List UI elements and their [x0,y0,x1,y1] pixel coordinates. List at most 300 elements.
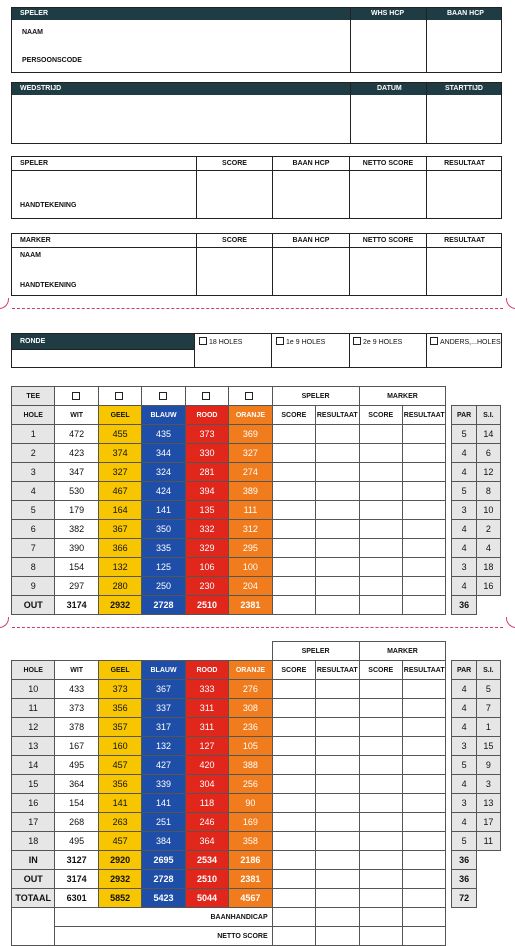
hole-number: 7 [12,539,55,558]
si-value: 4 [476,539,500,558]
speler-score-cell[interactable] [272,813,315,832]
marker-resultaat-cell[interactable] [402,482,445,501]
speler-score-cell[interactable] [272,482,315,501]
netto-marker-resultaat[interactable] [402,927,445,946]
oranje-distance: 204 [229,577,272,596]
rood-distance: 230 [185,577,228,596]
baanhandicap-label: BAANHANDICAP [55,908,272,927]
blauw-distance: 344 [142,444,185,463]
totaal-speler-resultaat[interactable] [316,889,359,908]
tee-geel-checkbox[interactable] [98,387,141,406]
speler-signature-block [11,156,502,219]
totaal-blauw: 5423 [142,889,185,908]
marker-score-cell[interactable] [359,577,402,596]
marker-resultaat-cell[interactable] [402,501,445,520]
marker-resultaat-cell[interactable] [402,832,445,851]
baanhandicap-marker-score[interactable] [359,908,402,927]
marker-resultaat-cell[interactable] [402,680,445,699]
hole-row [12,520,501,539]
speler-score-cell[interactable] [272,718,315,737]
speler-resultaat-header: RESULTAAT [316,406,359,425]
netto-score-row [12,927,501,946]
speler-handtekening-label: HANDTEKENING [20,202,77,209]
par-value: 5 [452,482,476,501]
marker-resultaat-cell[interactable] [402,699,445,718]
par-value: 4 [452,718,476,737]
match-name-field[interactable] [12,95,350,143]
geel-distance: 367 [98,520,141,539]
rood-header: ROOD [185,661,228,680]
wit-distance: 378 [55,718,98,737]
marker-score-cell[interactable] [359,718,402,737]
out-blauw: 2728 [142,870,185,889]
persoonscode-label: PERSOONSCODE [22,57,82,64]
rood-distance: 311 [185,718,228,737]
geel-distance: 374 [98,444,141,463]
si-value: 15 [476,737,500,756]
marker-score-cell[interactable] [359,520,402,539]
blauw-distance: 317 [142,718,185,737]
speler-score-cell[interactable] [272,699,315,718]
si-value: 6 [476,444,500,463]
cut-line [12,627,503,628]
hole-header: HOLE [12,661,55,680]
si-value: 11 [476,832,500,851]
ronde-option-18[interactable]: 18 HOLES [199,337,242,346]
checkbox-icon [72,392,80,400]
hole-number: 11 [12,699,55,718]
blauw-distance: 250 [142,577,185,596]
blauw-distance: 141 [142,501,185,520]
cut-curve-right [506,298,515,309]
cut-curve-right [506,617,515,628]
hole-row [12,444,501,463]
whs-hcp-field[interactable] [351,20,426,72]
hole-row [12,482,501,501]
marker-score-cell[interactable] [359,501,402,520]
marker-score-cell[interactable] [359,813,402,832]
hole-number: 12 [12,718,55,737]
si-value: 13 [476,794,500,813]
si-header: S.I. [476,406,500,425]
oranje-distance: 358 [229,832,272,851]
oranje-distance: 236 [229,718,272,737]
marker-column-header: MARKER [359,387,446,406]
marker-score-cell[interactable] [359,425,402,444]
hole-row [12,756,501,775]
hole-row [12,794,501,813]
blauw-distance: 132 [142,737,185,756]
tee-oranje-checkbox[interactable] [229,387,272,406]
rood-distance: 311 [185,699,228,718]
blauw-distance: 251 [142,813,185,832]
cut-curve-left [0,617,9,628]
speler-score-cell[interactable] [272,794,315,813]
rood-distance: 333 [185,680,228,699]
marker-score-cell[interactable] [359,699,402,718]
rood-distance: 246 [185,813,228,832]
marker-score-cell[interactable] [359,832,402,851]
rood-distance: 281 [185,463,228,482]
oranje-distance: 274 [229,463,272,482]
rood-distance: 364 [185,832,228,851]
speler-score-cell[interactable] [272,520,315,539]
speler-resultaat-cell[interactable] [316,463,359,482]
ronde-option-2e9[interactable]: 2e 9 HOLES [353,337,402,346]
oranje-distance: 111 [229,501,272,520]
totaal-par: 72 [452,889,476,908]
in-wit: 3127 [55,851,98,870]
si-value: 7 [476,699,500,718]
speler-resultaat-cell[interactable] [316,482,359,501]
hole-row [12,463,501,482]
geel-distance: 356 [98,775,141,794]
checkbox-icon [276,337,284,345]
checkbox-icon [245,392,253,400]
marker-resultaat-cell[interactable] [402,794,445,813]
out-wit: 3174 [55,870,98,889]
out-speler-resultaat[interactable] [316,596,359,615]
totaal-marker-score[interactable] [359,889,402,908]
hole-number: 18 [12,832,55,851]
hole-number: 10 [12,680,55,699]
oranje-distance: 389 [229,482,272,501]
geel-header: GEEL [98,661,141,680]
speler-resultaat-cell[interactable] [316,756,359,775]
marker-handtekening-label: HANDTEKENING [20,282,77,289]
speler-resultaat-cell[interactable] [316,558,359,577]
geel-distance: 141 [98,794,141,813]
netto-speler-score[interactable] [272,927,315,946]
player-block [11,7,502,73]
hole-row [12,699,501,718]
rood-distance: 420 [185,756,228,775]
marker-resultaat-cell[interactable] [402,813,445,832]
marker-resultaat-header: RESULTAAT [402,661,445,680]
wit-distance: 495 [55,832,98,851]
blauw-distance: 367 [142,680,185,699]
marker-resultaat-label: RESULTAAT [444,237,485,244]
out-marker-resultaat[interactable] [402,870,445,889]
rood-distance: 118 [185,794,228,813]
speler-resultaat-cell[interactable] [316,699,359,718]
hole-row [12,680,501,699]
par-value: 4 [452,699,476,718]
marker-resultaat-cell[interactable] [402,577,445,596]
netto-marker-score[interactable] [359,927,402,946]
ronde-option-anders[interactable]: ANDERS,...HOLES [430,337,501,346]
wit-distance: 390 [55,539,98,558]
marker-score-header: SCORE [359,406,402,425]
out-par: 36 [452,870,476,889]
geel-distance: 164 [98,501,141,520]
ronde-option-1e9[interactable]: 1e 9 HOLES [276,337,325,346]
par-value: 5 [452,832,476,851]
totaal-wit: 6301 [55,889,98,908]
in-row [12,851,501,870]
oranje-distance: 90 [229,794,272,813]
tee-blauw-checkbox[interactable] [142,387,185,406]
speler-resultaat-cell[interactable] [316,520,359,539]
par-value: 4 [452,813,476,832]
blauw-distance: 384 [142,832,185,851]
in-marker-score[interactable] [359,851,402,870]
player-header-label: SPELER [20,10,49,17]
blauw-distance: 141 [142,794,185,813]
hole-row [12,425,501,444]
baanhandicap-marker-resultaat[interactable] [402,908,445,927]
speler-score-cell[interactable] [272,501,315,520]
speler-resultaat-cell[interactable] [316,718,359,737]
oranje-distance: 327 [229,444,272,463]
marker-resultaat-cell[interactable] [402,463,445,482]
speler-score-cell[interactable] [272,756,315,775]
marker-score-header: SCORE [359,661,402,680]
cut-curve-left [0,298,9,309]
checkbox-icon [202,392,210,400]
blauw-distance: 339 [142,775,185,794]
tee-label: TEE [12,387,55,406]
geel-distance: 373 [98,680,141,699]
par-value: 3 [452,794,476,813]
speler-score-header: SCORE [272,406,315,425]
speler-resultaat-cell[interactable] [316,444,359,463]
wit-distance: 495 [55,756,98,775]
rood-distance: 135 [185,501,228,520]
si-value: 9 [476,756,500,775]
hole-number: 1 [12,425,55,444]
speler-resultaat-cell[interactable] [316,775,359,794]
speler-resultaat-cell[interactable] [316,813,359,832]
out-speler-score[interactable] [272,596,315,615]
in-geel: 2920 [98,851,141,870]
starttijd-label: STARTTIJD [445,85,483,92]
si-value: 5 [476,680,500,699]
speler-resultaat-header: RESULTAAT [316,661,359,680]
marker-resultaat-cell[interactable] [402,444,445,463]
hole-row [12,832,501,851]
checkbox-icon [115,392,123,400]
geel-distance: 457 [98,832,141,851]
speler-resultaat-label: RESULTAAT [444,160,485,167]
marker-score-label: SCORE [222,237,247,244]
out-oranje: 2381 [229,596,272,615]
oranje-distance: 295 [229,539,272,558]
out-marker-score[interactable] [359,596,402,615]
out-rood: 2510 [185,870,228,889]
match-header-label: WEDSTRIJD [20,85,62,92]
speler-score-cell[interactable] [272,832,315,851]
hole-header-row [12,661,501,680]
speler-resultaat-cell[interactable] [316,539,359,558]
hole-row [12,577,501,596]
in-speler-score[interactable] [272,851,315,870]
wit-distance: 530 [55,482,98,501]
speler-resultaat-cell[interactable] [316,577,359,596]
naam-label: NAAM [22,29,43,36]
speler-score-cell[interactable] [272,558,315,577]
back-nine-rows [12,680,501,851]
totaal-marker-resultaat[interactable] [402,889,445,908]
rood-header: ROOD [185,406,228,425]
out-wit: 3174 [55,596,98,615]
in-label: IN [12,851,55,870]
in-par: 36 [452,851,476,870]
blauw-distance: 350 [142,520,185,539]
rood-distance: 329 [185,539,228,558]
datum-label: DATUM [377,85,402,92]
baanhandicap-speler-score[interactable] [272,908,315,927]
marker-score-cell[interactable] [359,680,402,699]
marker-score-cell[interactable] [359,737,402,756]
marker-score-cell[interactable] [359,794,402,813]
out-label: OUT [12,596,55,615]
speler-resultaat-cell[interactable] [316,737,359,756]
speler-score-cell[interactable] [272,444,315,463]
wit-distance: 154 [55,794,98,813]
par-value: 4 [452,577,476,596]
par-value: 4 [452,520,476,539]
speler-score-header: SCORE [272,661,315,680]
in-blauw: 2695 [142,851,185,870]
out-marker-resultaat[interactable] [402,596,445,615]
tee-rood-checkbox[interactable] [185,387,228,406]
baan-hcp-field[interactable] [427,20,502,72]
speler-score-cell[interactable] [272,680,315,699]
wit-distance: 382 [55,520,98,539]
marker-score-cell[interactable] [359,444,402,463]
speler-score-cell[interactable] [272,577,315,596]
marker-resultaat-cell[interactable] [402,539,445,558]
speler-column-header: SPELER [272,642,359,661]
si-value: 8 [476,482,500,501]
geel-distance: 327 [98,463,141,482]
par-value: 4 [452,775,476,794]
marker-resultaat-cell[interactable] [402,520,445,539]
speler-resultaat-cell[interactable] [316,501,359,520]
out-speler-score[interactable] [272,870,315,889]
out-oranje: 2381 [229,870,272,889]
hole-header-row [12,406,501,425]
geel-distance: 457 [98,756,141,775]
hole-number: 13 [12,737,55,756]
wit-distance: 373 [55,699,98,718]
marker-resultaat-cell[interactable] [402,775,445,794]
geel-header: GEEL [98,406,141,425]
in-marker-resultaat[interactable] [402,851,445,870]
out-blauw: 2728 [142,596,185,615]
rood-distance: 330 [185,444,228,463]
si-value: 10 [476,501,500,520]
oranje-distance: 312 [229,520,272,539]
netto-speler-resultaat[interactable] [316,927,359,946]
par-value: 4 [452,463,476,482]
marker-score-cell[interactable] [359,463,402,482]
in-rood: 2534 [185,851,228,870]
marker-resultaat-cell[interactable] [402,425,445,444]
si-header: S.I. [476,661,500,680]
out-par: 36 [452,596,476,615]
si-value: 17 [476,813,500,832]
geel-distance: 356 [98,699,141,718]
marker-resultaat-cell[interactable] [402,756,445,775]
marker-score-cell[interactable] [359,558,402,577]
speler-score-cell[interactable] [272,539,315,558]
speler-score-cell[interactable] [272,463,315,482]
checkbox-icon [159,392,167,400]
totaal-geel: 5852 [98,889,141,908]
oranje-distance: 169 [229,813,272,832]
hole-number: 8 [12,558,55,577]
hole-number: 6 [12,520,55,539]
out-marker-score[interactable] [359,870,402,889]
in-speler-resultaat[interactable] [316,851,359,870]
out-row [12,870,501,889]
oranje-distance: 105 [229,737,272,756]
geel-distance: 160 [98,737,141,756]
speler-score-cell[interactable] [272,737,315,756]
totaal-rood: 5044 [185,889,228,908]
speler-resultaat-cell[interactable] [316,794,359,813]
marker-score-cell[interactable] [359,539,402,558]
out-speler-resultaat[interactable] [316,870,359,889]
speler-score-cell[interactable] [272,425,315,444]
oranje-distance: 256 [229,775,272,794]
speler-resultaat-cell[interactable] [316,832,359,851]
totaal-speler-score[interactable] [272,889,315,908]
geel-distance: 132 [98,558,141,577]
hole-row [12,718,501,737]
hole-number: 3 [12,463,55,482]
tee-wit-checkbox[interactable] [55,387,98,406]
blauw-distance: 427 [142,756,185,775]
netto-score-label: NETTO SCORE [55,927,272,946]
speler-resultaat-cell[interactable] [316,680,359,699]
speler-netto-label: NETTO SCORE [362,160,414,167]
speler-column-header: SPELER [272,387,359,406]
baanhandicap-speler-resultaat[interactable] [316,908,359,927]
marker-resultaat-cell[interactable] [402,737,445,756]
oranje-header: ORANJE [229,661,272,680]
hole-row [12,813,501,832]
marker-resultaat-cell[interactable] [402,718,445,737]
totaal-row [12,889,501,908]
marker-baan-hcp-label: BAAN HCP [292,237,330,244]
oranje-distance: 369 [229,425,272,444]
speler-score-cell[interactable] [272,775,315,794]
baan-hcp-label: BAAN HCP [447,10,484,17]
marker-score-cell[interactable] [359,756,402,775]
marker-resultaat-cell[interactable] [402,558,445,577]
par-header: PAR [452,661,476,680]
back-group-header-row [12,642,501,661]
match-block [11,82,502,144]
out-label: OUT [12,870,55,889]
out-geel: 2932 [98,870,141,889]
tee-row [12,387,501,406]
par-header: PAR [452,406,476,425]
cut-line [12,308,503,309]
hole-row [12,501,501,520]
marker-score-cell[interactable] [359,482,402,501]
ronde-label: RONDE [20,338,46,345]
speler-resultaat-cell[interactable] [316,425,359,444]
marker-sig-header: MARKER [20,237,51,244]
par-value: 4 [452,680,476,699]
front-nine-table [11,386,501,615]
blauw-distance: 335 [142,539,185,558]
marker-score-cell[interactable] [359,775,402,794]
